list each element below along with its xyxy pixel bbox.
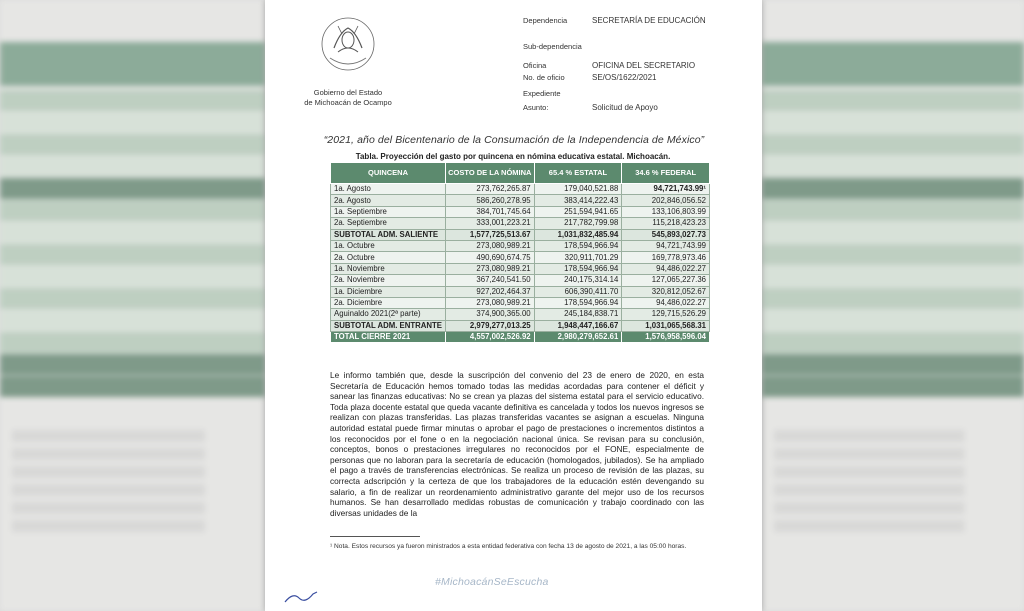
cell-quincena: 2a. Diciembre (331, 297, 446, 308)
footnote: ¹ Nota. Estos recursos ya fueron ministrados a esta entidad federativa con fecha 13 de agosto de 2021, a las 05:00 horas. (330, 543, 687, 550)
cell-quincena: 2a. Octubre (331, 252, 446, 263)
col-header-costo: COSTO DE LA NÓMINA (446, 163, 535, 184)
cell-federal: 320,812,052.67 (622, 286, 710, 297)
body-paragraph: Le informo también que, desde la suscripción del convenio del 23 de enero de 2020, en esta Secretaría de Educación hemos tomado todas las medidas acordadas para contener el déficit y sanear las finanzas educativas: No se crean ya plazas del sistema estatal para el servicio educativo. Toda plaza docente estatal que queda vacante definitiva es cancelada y todos los nuevos ingresos se realizan con plazas transferidas. Las plazas transferidas vacantes se asignan a escuelas. Ninguna autoridad estatal puede firmar minutas o aprobar el pago de prestaciones o incrementos distintos a los reconocidos por el fone o en la negociación nacional única. Se revisan para su conclusión, conceptos, bonos o prestaciones irregulares no reconocidos por el FONE, especialmente de personas que no laboran para la secretaría de educación (homologados, jubilados). Se ha ampliado el pago a través de transferencias electrónicas. Se realiza un proceso de revisión de las plazas, su correcta adscripción y la certeza de que los trabajadores de la educación estén devengando su salario, a fin de realizar un reordenamiento administrativo garante del mejor uso de los recursos humanos. Se han desarrollado medidas robustas de comunicación y trabajo coordinado con las diversas unidades de la (330, 370, 704, 518)
cell-estatal: 606,390,411.70 (534, 286, 622, 297)
blurred-background-left (0, 0, 265, 611)
cell-costo: 374,900,365.00 (446, 309, 535, 320)
cell-quincena: Aguinaldo 2021(2ª parte) (331, 309, 446, 320)
signature-mark (283, 588, 319, 606)
table-row (331, 275, 710, 286)
cell-federal: 169,778,973.46 (622, 252, 710, 263)
cell-estatal: 178,594,966.94 (534, 263, 622, 274)
cell-quincena: SUBTOTAL ADM. SALIENTE (331, 229, 446, 240)
meta-label: Expediente (523, 89, 561, 98)
cell-federal: 202,846,056.52 (622, 195, 710, 206)
cell-costo: 384,701,745.64 (446, 206, 535, 217)
hashtag: #MichoacánSeEscucha (435, 576, 549, 588)
cell-costo: 273,762,265.87 (446, 184, 535, 195)
cell-costo: 1,577,725,513.67 (446, 229, 535, 240)
cell-estatal: 383,414,222.43 (534, 195, 622, 206)
table-row (331, 297, 710, 308)
col-header-estatal: 65.4 % ESTATAL (534, 163, 622, 184)
cell-costo: 4,557,002,526.92 (446, 332, 535, 343)
cell-quincena: 1a. Noviembre (331, 263, 446, 274)
cell-quincena: SUBTOTAL ADM. ENTRANTE (331, 320, 446, 331)
col-header-quincena: QUINCENA (331, 163, 446, 184)
cell-federal: 1,576,958,596.04 (622, 332, 710, 343)
table-title: Tabla. Proyección del gasto por quincena en nómina educativa estatal. Michoacán. (355, 152, 671, 161)
cell-estatal: 2,980,279,652.61 (534, 332, 622, 343)
cell-costo: 273,080,989.21 (446, 263, 535, 274)
cell-federal: 115,218,423.23 (622, 218, 710, 229)
table-row (331, 206, 710, 217)
meta-label: No. de oficio (523, 73, 565, 82)
meta-label: Oficina (523, 61, 547, 70)
meta-label: Asunto: (523, 103, 549, 112)
cell-estatal: 1,948,447,166.67 (534, 320, 622, 331)
cell-estatal: 251,594,941.65 (534, 206, 622, 217)
cell-costo: 273,080,989.21 (446, 240, 535, 251)
cell-estatal: 1,031,832,485.94 (534, 229, 622, 240)
cell-costo: 273,080,989.21 (446, 297, 535, 308)
table-subtotal-row (331, 229, 710, 240)
payroll-table (330, 162, 710, 343)
government-name (296, 88, 400, 108)
table-total-row (331, 332, 710, 343)
cell-federal: 133,106,803.99 (622, 206, 710, 217)
cell-estatal: 179,040,521.88 (534, 184, 622, 195)
cell-quincena: 1a. Octubre (331, 240, 446, 251)
table-row (331, 240, 710, 251)
cell-costo: 2,979,277,013.25 (446, 320, 535, 331)
cell-federal: 127,065,227.36 (622, 275, 710, 286)
government-line-2: de Michoacán de Ocampo (304, 98, 392, 107)
meta-value: Solicitud de Apoyo (592, 103, 658, 112)
cell-estatal: 178,594,966.94 (534, 240, 622, 251)
cell-quincena: 1a. Septiembre (331, 206, 446, 217)
government-line-1: Gobierno del Estado (313, 88, 383, 97)
side-margin-note (268, 330, 280, 600)
table-row (331, 218, 710, 229)
cell-federal: 1,031,065,568.31 (622, 320, 710, 331)
cell-costo: 333,001,223.21 (446, 218, 535, 229)
table-row (331, 309, 710, 320)
cell-estatal: 320,911,701.29 (534, 252, 622, 263)
cell-estatal: 240,175,314.14 (534, 275, 622, 286)
meta-label: Sub-dependencia (523, 42, 582, 51)
cell-costo: 490,690,674.75 (446, 252, 535, 263)
cell-federal: 94,486,022.27 (622, 297, 710, 308)
table-row (331, 252, 710, 263)
table-row (331, 263, 710, 274)
cell-quincena: 2a. Agosto (331, 195, 446, 206)
table-row (331, 184, 710, 195)
meta-value: SE/OS/1622/2021 (592, 73, 657, 82)
cell-costo: 367,240,541.50 (446, 275, 535, 286)
meta-value: OFICINA DEL SECRETARIO (592, 61, 696, 70)
table-header-row (331, 163, 710, 184)
coat-of-arms-seal (320, 14, 376, 76)
cell-quincena: 1a. Diciembre (331, 286, 446, 297)
cell-estatal: 178,594,966.94 (534, 297, 622, 308)
cell-federal: 94,486,022.27 (622, 263, 710, 274)
cell-quincena: 2a. Septiembre (331, 218, 446, 229)
table-row (331, 286, 710, 297)
cell-federal: 129,715,526.29 (622, 309, 710, 320)
cell-quincena: TOTAL CIERRE 2021 (331, 332, 446, 343)
blurred-background-right (762, 0, 1024, 611)
cell-quincena: 2a. Noviembre (331, 275, 446, 286)
table-subtotal-row (331, 320, 710, 331)
cell-federal: 94,721,743.99¹ (622, 184, 710, 195)
meta-value: SECRETARÍA DE EDUCACIÓN (592, 16, 706, 25)
cell-federal: 545,893,027.73 (622, 229, 710, 240)
cell-quincena: 1a. Agosto (331, 184, 446, 195)
col-header-federal: 34.6 % FEDERAL (622, 163, 710, 184)
cell-estatal: 217,782,799.98 (534, 218, 622, 229)
cell-costo: 927,202,464.37 (446, 286, 535, 297)
meta-label: Dependencia (523, 16, 568, 25)
year-slogan: “2021, año del Bicentenario de la Consumación de la Independencia de México” (323, 134, 705, 146)
cell-estatal: 245,184,838.71 (534, 309, 622, 320)
cell-federal: 94,721,743.99 (622, 240, 710, 251)
footnote-divider (330, 536, 420, 537)
cell-costo: 586,260,278.95 (446, 195, 535, 206)
table-row (331, 195, 710, 206)
